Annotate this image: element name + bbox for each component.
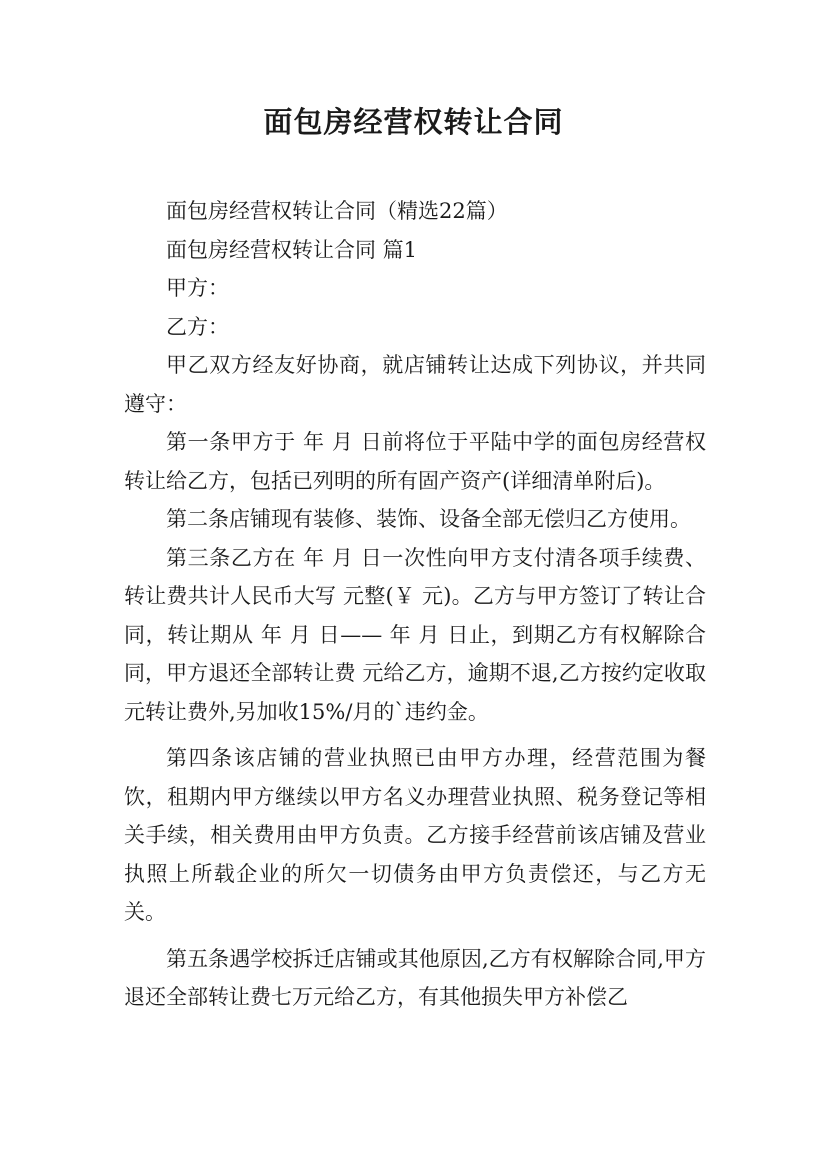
- paragraph-article-4: 第四条该店铺的营业执照已由甲方办理，经营范围为餐饮，租期内甲方继续以甲方名义办理营业执照、税务登记等相关手续，相关费用由甲方负责。乙方接手经营前该店铺及营业执照上所载企业的所欠一切债务由甲方负责偿还，与乙方无关。: [124, 746, 706, 924]
- paragraph-article-2: 第二条店铺现有装修、装饰、设备全部无偿归乙方使用。: [166, 507, 691, 531]
- paragraph-article-3: 第三条乙方在 年 月 日一次性向甲方支付清各项手续费、转让费共计人民币大写 元整(￥ 元)。乙方与甲方签订了转让合同，转让期从 年 月 日—— 年 月 日止，到期乙方有权解除合同，甲方退还全部转让费 元给乙方，逾期不退,乙方按约定收取 元转让费外,另加收15%/月的`违约金。: [124, 545, 706, 724]
- paragraph-party-b: 乙方：: [166, 314, 229, 339]
- paragraph-party-a: 甲方：: [166, 276, 229, 300]
- document-body: [124, 192, 706, 1017]
- document-title: 面包房经营权转让合同: [263, 105, 564, 139]
- paragraph-preamble: 甲乙双方经友好协商，就店铺转让达成下列协议，并共同遵守：: [124, 353, 706, 416]
- paragraph-subtitle: 面包房经营权转让合同（精选22篇）: [166, 199, 508, 223]
- paragraph-article-1: 第一条甲方于 年 月 日前将位于平陆中学的面包房经营权转让给乙方，包括已列明的所有固产资产(详细清单附后)。: [124, 430, 706, 493]
- paragraph-section-heading: 面包房经营权转让合同 篇1: [166, 237, 418, 262]
- paragraph-article-5: 第五条遇学校拆迁店铺或其他原因,乙方有权解除合同,甲方退还全部转让费七万元给乙方，有其他损失甲方补偿乙: [124, 946, 706, 1009]
